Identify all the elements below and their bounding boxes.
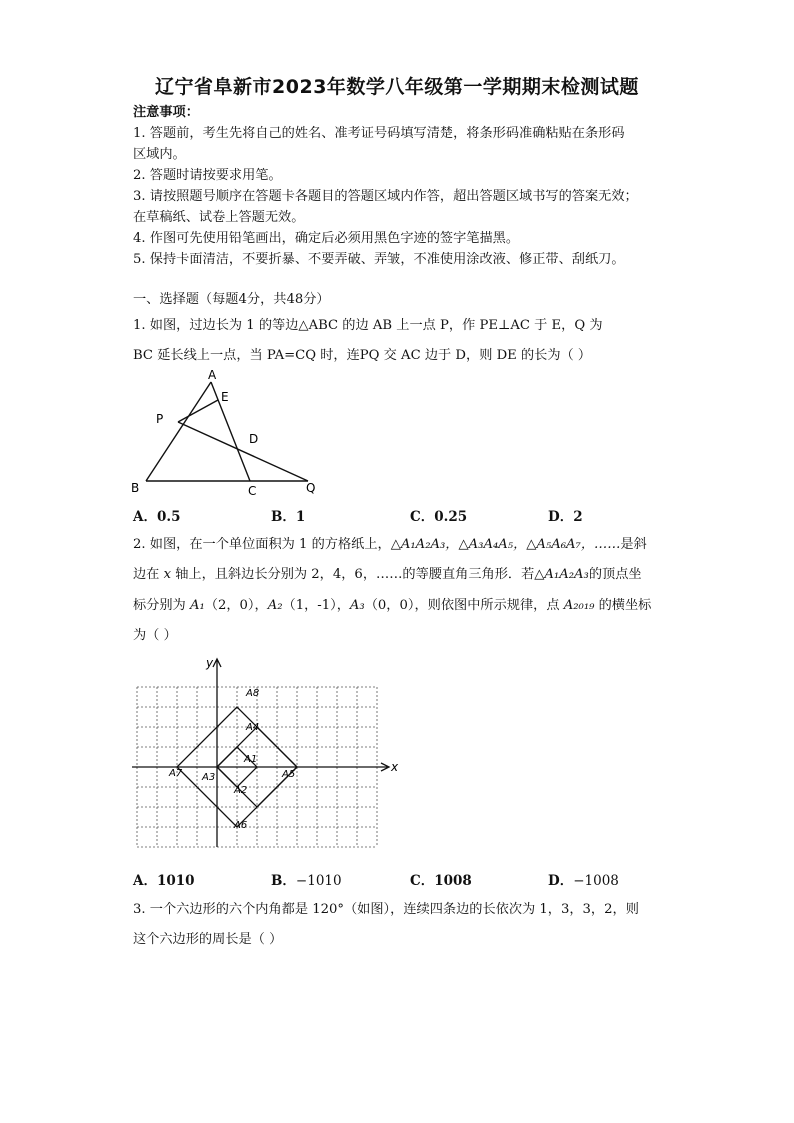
segment-PQ [178,422,308,481]
question-2-line-4: 为（ ） [133,628,177,643]
q1-option-d[interactable]: D．2 [548,509,583,525]
label-A: A [208,368,217,382]
q2-option-d[interactable]: D．−1008 [548,873,619,889]
question-3-line-1: 3. 一个六边形的六个内角都是 120°（如图），连续四条边的长依次为 1，3，3，2，则 [133,902,639,917]
label-A7: A7 [169,768,183,779]
question-2-line-3: 标分别为 A₁（2，0），A₂（1，-1），A₃（0，0），则依图中所示规律，点 A₂₀₁₉ 的横坐标 [133,598,652,613]
q2-option-c[interactable]: C．1008 [410,873,472,889]
notice-line: 5. 保持卡面清洁，不要折暴、不要弄破、弄皱，不准使用涂改液、修正带、刮纸刀。 [133,252,625,267]
label-B: B [131,481,140,495]
y-axis-label: y [206,656,214,670]
label-A6: A6 [234,820,248,831]
notice-line: 区域内。 [133,147,186,162]
side-AB [146,382,211,481]
side-AC [211,382,250,481]
notice-heading: 注意事项： [133,105,199,120]
label-A4: A4 [246,722,260,733]
q1-option-a[interactable]: A．0.5 [133,509,181,525]
question-2-line-1: 2. 如图，在一个单位面积为 1 的方格纸上，△A₁A₂A₃，△A₃A₄A₅，△A₅A₆A₇，……是斜 [133,537,647,552]
notice-line: 3. 请按照题号顺序在答题卡各题目的答题区域内作答，超出答题区域书写的答案无效； [133,189,638,204]
question-3-line-2: 这个六边形的周长是（ ） [133,932,283,947]
label-E: E [221,390,229,404]
page-title: 辽宁省阜新市2023年数学八年级第一学期期末检测试题 [155,76,639,98]
label-P: P [156,412,164,426]
label-A3: A3 [202,772,216,783]
x-axis-label: x [391,760,399,774]
question-1-line-2: BC 延长线上一点，当 PA=CQ 时，连PQ 交 AC 边于 D，则 DE 的长为（ ） [133,348,592,363]
notice-line: 4. 作图可先使用铅笔画出，确定后必须用黑色字迹的签字笔描黑。 [133,231,520,246]
label-A1: A1 [244,754,258,765]
notice-line: 在草稿纸、试卷上答题无效。 [133,210,305,225]
question-1-line-1: 1. 如图，过边长为 1 的等边△ABC 的边 AB 上一点 P，作 PE⊥AC 于 E，Q 为 [133,318,603,333]
notice-line: 1. 答题前，考生先将自己的姓名、准考证号码填写清楚，将条形码准确粘贴在条形码 [133,126,625,141]
label-D: D [249,432,259,446]
segment-PE [178,400,218,422]
coordinate-grid-figure [130,652,405,852]
section-heading: 一、选择题（每题4分，共48分） [133,292,330,307]
label-A8: A8 [246,688,260,699]
q2-option-b[interactable]: B．−1010 [271,873,342,889]
q2-option-a[interactable]: A．1010 [133,873,195,889]
notice-line: 2. 答题时请按要求用笔。 [133,168,282,183]
q1-option-b[interactable]: B．1 [271,509,306,525]
question-2-line-2: 边在 x 轴上，且斜边长分别为 2，4，6，……的等腰直角三角形．若△A₁A₂A₃的顶点坐 [133,567,642,582]
label-A2: A2 [234,785,248,796]
q1-option-c[interactable]: C．0.25 [410,509,468,525]
label-Q: Q [306,481,316,495]
label-C: C [248,484,257,498]
triangle-figure [125,365,335,500]
label-A5: A5 [282,769,296,780]
